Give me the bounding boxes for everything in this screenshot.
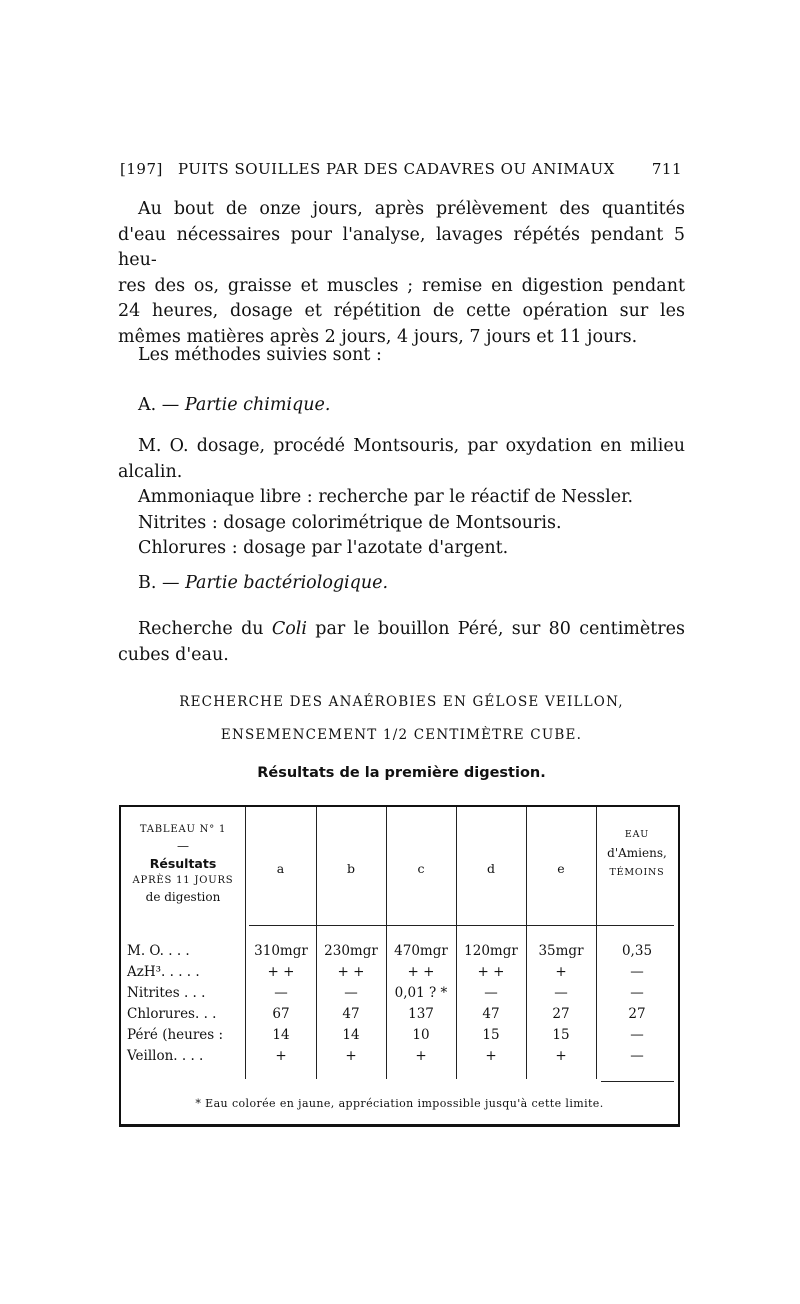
page-number: 711: [651, 160, 682, 178]
running-head: [120, 160, 682, 186]
cell-b: —: [344, 985, 358, 1001]
cell-a: 14: [272, 1027, 290, 1043]
temoins-label: TÉMOINS: [609, 867, 665, 878]
mo-line-2: alcalin.: [118, 461, 183, 482]
cell-c: 10: [412, 1027, 430, 1043]
cell-a: —: [274, 985, 288, 1001]
running-title: PUITS SOUILLES PAR DES CADAVRES OU ANIMAUX: [178, 160, 615, 178]
cell-e: 35mgr: [538, 943, 584, 959]
coli-line-2: cubes d'eau.: [118, 644, 229, 665]
cell-d: —: [484, 985, 498, 1001]
coli-post: par le bouillon Péré, sur 80 centimètres: [306, 619, 685, 639]
cell-c: 470mgr: [394, 943, 448, 959]
table-footnote: * Eau colorée en jaune, appréciation impossible jusqu'à cette limite.: [195, 1097, 604, 1110]
section-a-heading: [118, 393, 685, 419]
cell-temoin: 0,35: [621, 943, 653, 959]
intro-line-2: d'eau nécessaires pour l'analyse, lavages répétés pendant 5 heu-: [118, 224, 685, 270]
coli-pre: Recherche du: [138, 619, 272, 639]
paragraph-intro: [118, 197, 685, 350]
cell-temoin: —: [630, 985, 644, 1001]
cell-d: 15: [482, 1027, 500, 1043]
row-label: AzH³. . . . .: [127, 964, 200, 980]
ammoniaque-line: Ammoniaque libre : recherche par le réactif de Nessler.: [138, 487, 634, 507]
section-number: [197]: [120, 160, 163, 178]
cell-b: 47: [342, 1006, 360, 1022]
section-a-label: A. —: [138, 395, 185, 415]
cell-a: +: [275, 1048, 287, 1064]
cell-d: + +: [477, 964, 505, 980]
col-header-e: e: [557, 861, 565, 876]
tableau-label: TABLEAU N° 1: [139, 824, 227, 835]
coli-word: Coli: [271, 619, 307, 639]
cell-e: +: [555, 1048, 567, 1064]
apres-label: APRÈS 11 JOURS: [132, 875, 234, 886]
row-label: M. O. . . .: [127, 943, 190, 959]
row-label: Péré (heures :: [127, 1027, 224, 1043]
paragraph-methods: [118, 343, 685, 369]
cell-temoin: —: [630, 1027, 644, 1043]
results-table: [119, 805, 680, 1127]
cell-a: + +: [267, 964, 295, 980]
mo-line-1: M. O. dosage, procédé Montsouris, par oxydation en milieu: [138, 436, 685, 456]
chlorures-line: Chlorures : dosage par l'azotate d'argent.: [138, 538, 509, 558]
cell-b: 230mgr: [324, 943, 378, 959]
row-label: Nitrites . . .: [127, 985, 206, 1001]
col-header-d: d: [486, 861, 495, 876]
table-row: [121, 1006, 678, 1025]
section-a-body: [118, 434, 685, 562]
cell-e: +: [555, 964, 567, 980]
section-b-heading: [118, 571, 685, 597]
results-title: Résultats de la première digestion.: [257, 765, 546, 781]
nitrites-line: Nitrites : dosage colorimétrique de Montsouris.: [138, 512, 562, 533]
cell-d: 120mgr: [464, 943, 518, 959]
cell-temoin: —: [630, 1048, 644, 1064]
col-header-a: a: [276, 861, 285, 876]
digestion-label: de digestion: [145, 890, 221, 904]
cell-b: 14: [342, 1027, 360, 1043]
amiens-label: d'Amiens,: [607, 846, 667, 860]
cell-e: —: [554, 985, 568, 1001]
section-b-body: [118, 617, 685, 668]
row-label: Chlorures. . .: [127, 1006, 217, 1022]
cell-a: 310mgr: [254, 943, 308, 959]
table-row: [121, 985, 678, 1004]
cell-b: + +: [337, 964, 365, 980]
table-row: [121, 1027, 678, 1046]
cell-temoin: —: [630, 964, 644, 980]
header-first-cell: [121, 821, 245, 906]
table-row: [121, 943, 678, 962]
intro-line-5: mêmes matières après 2 jours, 4 jours, 7 jours et 11 jours.: [118, 326, 638, 347]
section-b-title: Partie bactériologique.: [185, 573, 389, 593]
cell-a: 67: [272, 1006, 290, 1022]
row-label: Veillon. . . .: [127, 1048, 204, 1064]
col-header-b: b: [346, 861, 355, 876]
bottom-rule: [601, 1081, 674, 1082]
header-rule: [249, 925, 674, 926]
table-row: [121, 964, 678, 983]
cell-c: 137: [408, 1006, 434, 1022]
section-a-title: Partie chimique.: [184, 395, 331, 415]
intro-line-1: Au bout de onze jours, après prélèvement des quantités: [138, 199, 685, 219]
cell-d: 47: [482, 1006, 500, 1022]
cell-e: 15: [552, 1027, 570, 1043]
methods-text: Les méthodes suivies sont :: [138, 345, 382, 365]
section-b-label: B. —: [138, 573, 186, 593]
header-dash: —: [177, 839, 189, 853]
cell-e: 27: [552, 1006, 570, 1022]
cell-c: +: [415, 1048, 427, 1064]
col-header-c: c: [417, 861, 425, 876]
caption-line-2: ENSEMENCEMENT 1/2 CENTIMÈTRE CUBE.: [220, 727, 583, 743]
intro-line-3: res des os, graisse et muscles ; remise en digestion pendant: [118, 275, 685, 296]
eau-label: EAU: [624, 829, 650, 840]
cell-d: +: [485, 1048, 497, 1064]
cell-c: + +: [407, 964, 435, 980]
cell-b: +: [345, 1048, 357, 1064]
cell-temoin: 27: [628, 1006, 646, 1022]
caption-line-1: RECHERCHE DES ANAÉROBIES EN GÉLOSE VEILLON,: [179, 694, 624, 710]
cell-c: 0,01 ? *: [394, 985, 448, 1001]
intro-line-4: 24 heures, dosage et répétition de cette opération sur les: [118, 301, 685, 321]
resultats-label: Résultats: [149, 856, 217, 871]
header-last-cell: [596, 825, 678, 882]
table-row: [121, 1048, 678, 1067]
